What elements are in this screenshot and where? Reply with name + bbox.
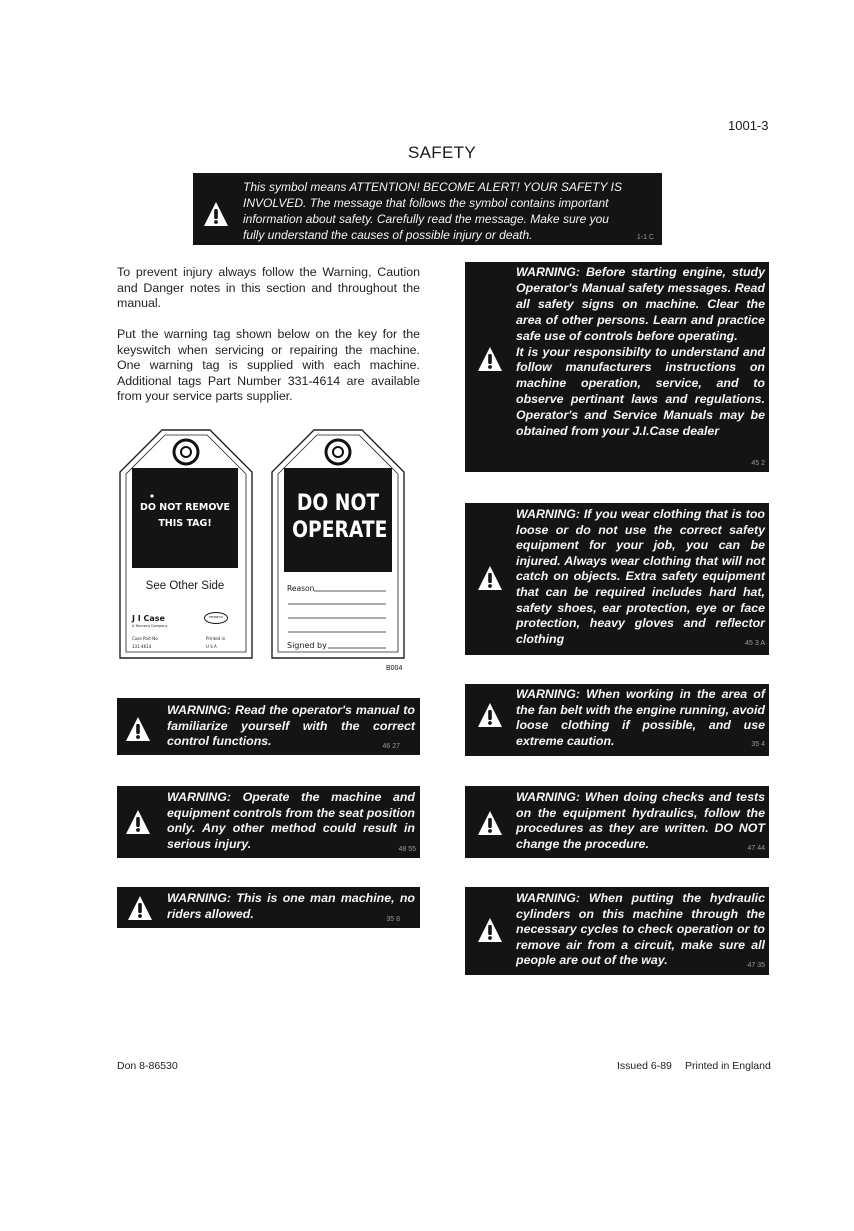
reference-code: 47 44 bbox=[747, 845, 765, 852]
warning-triangle-icon bbox=[477, 810, 503, 836]
reference-code: 48 55 bbox=[398, 846, 416, 853]
warning-text: WARNING: Operate the machine and equipment controls from the seat position only. Any other method could result in serious injury. bbox=[167, 790, 415, 851]
footer-issued: Issued 6-89 bbox=[617, 1060, 672, 1072]
warning-triangle-icon bbox=[125, 809, 151, 835]
warning-triangle-icon bbox=[203, 201, 229, 227]
reference-code: 35 8 bbox=[386, 916, 400, 923]
do-not-remove-tag bbox=[118, 428, 254, 660]
warning-panel bbox=[465, 786, 769, 858]
warning-triangle-icon bbox=[477, 346, 503, 372]
tag-heading-line: OPERATE bbox=[292, 518, 388, 543]
alert-line: This symbol means ATTENTION! BECOME ALERT! YOUR SAFETY IS bbox=[243, 180, 622, 194]
reference-code: 35 4 bbox=[751, 741, 765, 748]
printed-in-country: U S A bbox=[206, 644, 217, 649]
see-other-side-text: See Other Side bbox=[145, 580, 225, 592]
reason-label: Reason bbox=[287, 584, 315, 593]
brand-name: J I Case bbox=[132, 614, 165, 623]
printed-in-label: Printed in bbox=[206, 636, 226, 641]
alert-line: information about safety. Carefully read the message. Make sure you bbox=[243, 212, 609, 226]
figure-code: B004 bbox=[386, 665, 403, 672]
warning-panel bbox=[117, 698, 420, 755]
reference-code: 45 3 A bbox=[745, 640, 765, 647]
do-not-operate-tag bbox=[270, 428, 406, 660]
warning-panel bbox=[117, 887, 420, 928]
warning-triangle-icon bbox=[127, 895, 153, 921]
alert-line: fully understand the causes of possible injury or death. bbox=[243, 228, 533, 242]
warning-triangle-icon bbox=[125, 716, 151, 742]
page-number: 1001-3 bbox=[728, 118, 769, 133]
warning-text: WARNING: Read the operator's manual to familiarize yourself with the correct control functions. bbox=[167, 703, 415, 749]
safety-alert-box bbox=[193, 173, 662, 245]
reference-code: 1-1 C bbox=[636, 234, 654, 241]
warning-text: WARNING: If you wear clothing that is too loose or do not use the correct safety equipment for your job, you can be injured. Always wear clothing that will not catch on objects. Extra safety equipment that can be required includes hard hat, safety shoes, ear protection, eye or face protection, heavy gloves and reflector clothing bbox=[516, 507, 765, 646]
part-number: 331-4614 bbox=[132, 644, 152, 649]
warning-panel bbox=[465, 503, 769, 655]
warning-triangle-icon bbox=[477, 565, 503, 591]
warning-text: WARNING: When putting the hydraulic cylinders on this machine through the necessary cycles to check operation or to remove air from a circuit, make sure all people are out of the way. bbox=[516, 891, 765, 968]
intro-paragraph: To prevent injury always follow the Warning, Caution and Danger notes in this section and throughout the manual. bbox=[117, 265, 420, 311]
warning-triangle-icon bbox=[477, 917, 503, 943]
warning-panel bbox=[117, 786, 420, 858]
reference-code: 47 35 bbox=[747, 962, 765, 969]
reference-code: 46 27 bbox=[382, 743, 400, 750]
page-title: SAFETY bbox=[408, 143, 476, 162]
warning-panel bbox=[465, 262, 769, 472]
reference-code: 45 2 bbox=[751, 460, 765, 467]
footer-document-number: Don 8-86530 bbox=[117, 1060, 178, 1072]
intro-paragraph: Put the warning tag shown below on the key for the keyswitch when servicing or repairing the machine. One warning tag is supplied with each machine. Additional tags Part Number 331-4614 are available from your service parts supplier. bbox=[117, 327, 420, 404]
tag-heading-line: THIS TAG! bbox=[158, 518, 212, 529]
warning-triangle-icon bbox=[477, 702, 503, 728]
warning-text: WARNING: When doing checks and tests on the equipment hydraulics, follow the procedures as they are written. DO NOT change the procedure. bbox=[516, 790, 765, 851]
tag-heading-line: DO NOT REMOVE bbox=[139, 502, 230, 513]
warning-panel bbox=[465, 684, 769, 756]
alert-line: INVOLVED. The message that follows the symbol contains important bbox=[243, 196, 609, 210]
tag-heading-line: DO NOT bbox=[296, 491, 380, 516]
warning-text: WARNING: Before starting engine, study Operator's Manual safety messages. Read all safety signs on machine. Clear the area of other persons. Learn and practice safe use of controls before operating. bbox=[516, 265, 765, 343]
warning-text: WARNING: This is one man machine, no riders allowed. bbox=[167, 891, 415, 921]
signed-by-label: Signed by bbox=[287, 641, 327, 650]
part-number-label: Case Part No bbox=[132, 636, 158, 641]
warning-text: It is your responsibilty to understand and follow manufacturers instructions on machine operation, service, and to observe pertinant laws and regulations. Operator's and Service Manuals may be obtained from your J.I.Case dealer bbox=[516, 344, 765, 439]
footer-printed: Printed in England bbox=[685, 1060, 771, 1072]
warning-text: WARNING: When working in the area of the fan belt with the engine running, avoid loose clothing if possible, and use extreme caution. bbox=[516, 687, 765, 748]
brand-subtitle: A Tenneco Company bbox=[132, 624, 168, 628]
warning-panel bbox=[465, 887, 769, 975]
tenneco-logo: TENNECO bbox=[204, 612, 228, 624]
